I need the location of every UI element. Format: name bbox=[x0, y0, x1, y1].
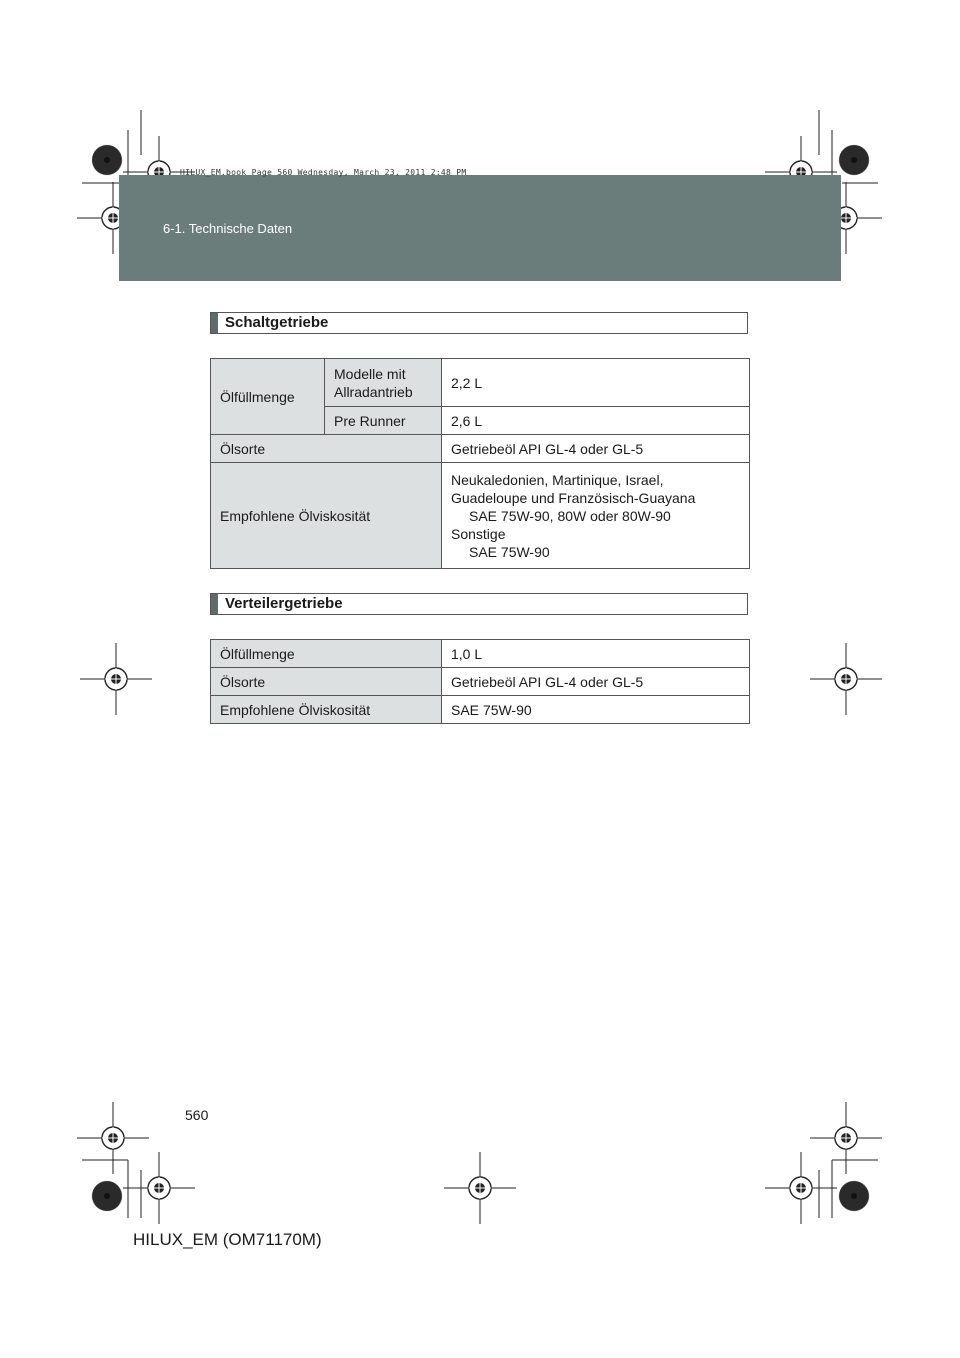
document-code: HILUX_EM (OM71170M) bbox=[133, 1230, 322, 1249]
table-row bbox=[211, 359, 750, 407]
table-row bbox=[211, 668, 750, 696]
oil-type-value: Getriebeöl API GL-4 oder GL-5 bbox=[442, 668, 750, 696]
table-row bbox=[211, 640, 750, 668]
viscosity-label: Empfohlene Ölviskosität bbox=[211, 696, 442, 724]
viscosity-line: SAE 75W-90, 80W oder 80W-90 bbox=[469, 507, 671, 524]
viscosity-value bbox=[442, 463, 750, 569]
oil-type-label: Ölsorte bbox=[211, 668, 442, 696]
oil-capacity-label: Ölfüllmenge bbox=[211, 640, 442, 668]
page-number: 560 bbox=[185, 1107, 209, 1123]
table-row bbox=[211, 435, 750, 463]
viscosity-value: SAE 75W-90 bbox=[442, 696, 750, 724]
verteilergetriebe-table bbox=[210, 639, 750, 724]
table-row bbox=[211, 463, 750, 569]
awd-value: 2,2 L bbox=[442, 359, 750, 407]
oil-type-label: Ölsorte bbox=[211, 435, 442, 463]
viscosity-line: Sonstige bbox=[451, 525, 506, 542]
oil-capacity-value: 1,0 L bbox=[442, 640, 750, 668]
viscosity-line: SAE 75W-90 bbox=[469, 543, 550, 560]
viscosity-line: Guadeloupe und Französisch-Guayana bbox=[451, 489, 696, 506]
prerunner-value: 2,6 L bbox=[442, 407, 750, 435]
oil-capacity-label: Ölfüllmenge bbox=[211, 359, 325, 435]
viscosity-line: Neukaledonien, Martinique, Israel, bbox=[451, 471, 664, 488]
chapter-section-label: 6-1. Technische Daten bbox=[163, 221, 293, 236]
section-title-schaltgetriebe: Schaltgetriebe bbox=[210, 312, 748, 334]
oil-type-value: Getriebeöl API GL-4 oder GL-5 bbox=[442, 435, 750, 463]
viscosity-label: Empfohlene Ölviskosität bbox=[211, 463, 442, 569]
table-row bbox=[211, 696, 750, 724]
print-stamp: HILUX_EM.book Page 560 Wednesday, March 23, 2011 2:48 PM bbox=[180, 168, 467, 177]
section-title-verteilergetriebe: Verteilergetriebe bbox=[210, 593, 748, 615]
prerunner-label: Pre Runner bbox=[325, 407, 442, 435]
awd-label: Modelle mit Allradantrieb bbox=[325, 359, 442, 407]
schaltgetriebe-table bbox=[210, 358, 750, 569]
